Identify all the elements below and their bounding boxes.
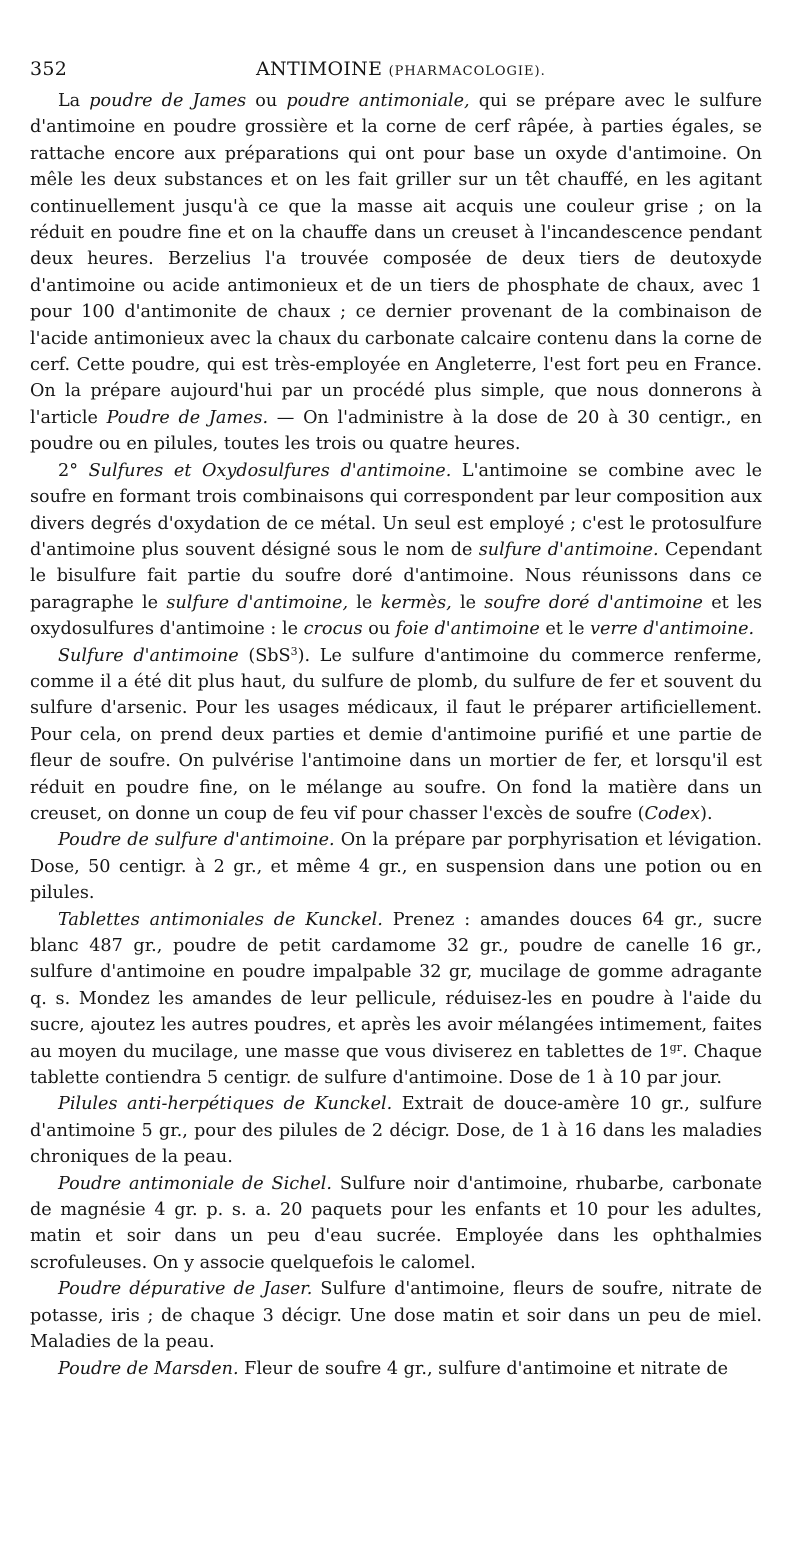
text-run: Extrait de douce-amère 10 gr., sulfure d'antimoine 5 gr., pour des pilules de 2 décigr. Dose, de 1 à 16 dans les maladies chroniques de la peau. <box>30 1094 763 1168</box>
italic-term: verre d'antimoine. <box>590 619 755 640</box>
italic-term: Tablettes antimoniales de Kunckel. <box>58 909 383 930</box>
paragraph-poudre-de-james <box>30 88 762 458</box>
italic-term: crocus <box>303 619 363 640</box>
text-run: ou <box>246 91 287 111</box>
italic-term: sulfure d'antimoine, <box>166 592 349 613</box>
paragraph-poudre-jaser <box>30 1276 762 1355</box>
running-title-main: ANTIMOINE <box>256 58 383 80</box>
italic-term: foie d'antimoine <box>395 619 540 640</box>
text-run: — On l'administre à la dose de 20 à 30 centigr., en poudre ou en pilules, toutes les trois ou quatre heures. <box>30 407 762 455</box>
text-run: Sulfure d'antimoine, fleurs de soufre, nitrate de potasse, iris ; de chaque 3 décigr. Une dose matin et soir dans un peu de miel. Maladies de la peau. <box>30 1279 762 1353</box>
italic-term: kermès, <box>380 592 452 613</box>
superscript: 3 <box>290 644 298 658</box>
italic-term: Poudre de James. <box>106 407 269 428</box>
text-run: ). Le sulfure d'antimoine du commerce renferme, comme il a été dit plus haut, du sulfure de plomb, du sulfure de fer et souvent du sulfure d'arsenic. Pour les usages médicaux, il faut le préparer artificiellement. Pour cela, on prend deux parties et demie d'antimoine purifié et une partie de fleur de soufre. On pulvérise l'antimoine dans un mortier de fer, et lorsqu'il est réduit en poudre fine, on le mélange au soufre. On fond la matière dans un creuset, on donne un coup de feu vif pour chasser l'excès de soufre ( <box>30 645 763 824</box>
text-run: le <box>451 592 485 613</box>
italic-term: Poudre de Marsden. <box>58 1358 239 1379</box>
text-run: et le <box>539 619 591 640</box>
body-text <box>30 88 762 1382</box>
text-run: ). <box>700 803 713 824</box>
italic-term: Poudre antimoniale de Sichel. <box>58 1173 333 1194</box>
paragraph-poudre-marsden <box>30 1356 762 1382</box>
text-run: ou <box>362 619 396 640</box>
running-head <box>30 58 762 88</box>
italic-term: soufre doré d'antimoine <box>484 592 703 613</box>
text-run: Cependant le bisulfure fait partie du soufre doré d'antimoine. Nous réunissons dans ce paragraphe le <box>30 539 763 613</box>
italic-term: poudre antimoniale, <box>286 91 470 111</box>
text-run: Sulfure noir d'antimoine, rhubarbe, carbonate de magnésie 4 gr. p. s. a. 20 paquets pour les enfants et 10 pour les adultes, matin et soir dans un peu d'eau sucrée. Employée dans les ophthalmies scrofuleuses. On y associe quelquefois le calomel. <box>30 1173 762 1273</box>
italic-term: Poudre dépurative de Jaser. <box>58 1279 313 1300</box>
paragraph-pilules-anti-herpetiques <box>30 1091 762 1170</box>
paragraph-tablettes-kunckel <box>30 907 762 1092</box>
paragraph-poudre-de-sulfure <box>30 827 762 906</box>
running-title-subtitle: (PHARMACOLOGIE). <box>388 64 546 79</box>
running-title <box>256 58 546 80</box>
paragraph-poudre-sichel <box>30 1171 762 1277</box>
text-run: Fleur de soufre 4 gr., sulfure d'antimoine et nitrate de <box>238 1358 729 1379</box>
italic-term: poudre de James <box>89 91 247 111</box>
text-run: et les oxydosulfures d'antimoine : le <box>30 592 762 640</box>
text-run: L'antimoine se combine avec le soufre en formant trois combinaisons qui correspondent par leur composition aux divers degrés d'oxydation de ce métal. Un seul est employé ; c'est le protosulfure d'antimoine plus souvent désigné sous le nom de <box>30 460 762 560</box>
italic-term: sulfure d'antimoine. <box>478 539 659 560</box>
page-number: 352 <box>30 58 68 80</box>
paragraph-sulfures-oxydosulfures <box>30 458 762 643</box>
paragraph-sulfure-d-antimoine <box>30 643 762 828</box>
italic-term: Sulfure d'antimoine <box>58 645 239 666</box>
text-run: 2° <box>58 460 89 481</box>
text-run: qui se prépare avec le sulfure d'antimoine en poudre grossière et la corne de cerf râpée, à parties égales, se rattache encore aux préparations qui ont pour base un oxyde d'antimoine. On mêle les deux substances et on les fait griller sur un têt chauffé, en les agitant continuellement jusqu'à ce que la masse ait acquis une couleur grise ; on la réduit en poudre fine et on la chauffe dans un creuset à l'incandescence pendant deux heures. Berzelius l'a trouvée composée de deux tiers de deutoxyde d'antimoine ou acide antimonieux et de un tiers de phosphate de chaux, avec 1 pour 100 d'antimonite de chaux ; ce dernier provenant de la combinaison de l'acide antimonieux avec la chaux du carbonate calcaire contenu dans la corne de cerf. Cette poudre, qui est très-employée en Angleterre, l'est fort peu en France. On la prépare aujourd'hui par un procédé plus simple, que nous donnerons à l'article <box>30 91 763 428</box>
text-run: (SbS <box>238 645 291 666</box>
italic-term: Codex <box>644 803 701 824</box>
text-run: le <box>348 592 381 613</box>
text-run: . Chaque tablette contiendra 5 centigr. de sulfure d'antimoine. Dose de 1 à 10 par jour. <box>30 1041 762 1089</box>
text-run: On la prépare par porphyrisation et lévigation. Dose, 50 centigr. à 2 gr., et même 4 gr., en suspension dans une potion ou en pilules. <box>30 830 762 904</box>
text-run: Prenez : amandes douces 64 gr., sucre blanc 487 gr., poudre de petit cardamome 32 gr., poudre de canelle 16 gr., sulfure d'antimoine en poudre impalpable 32 gr, mucilage de gomme adragante q. s. Mondez les amandes de leur pellicule, réduisez-les en poudre à l'aide du sucre, ajoutez les autres poudres, et après les avoir mélangées intimement, faites au moyen du mucilage, une masse que vous diviserez en tablettes de 1 <box>30 909 762 1062</box>
text-run: La <box>58 91 90 111</box>
italic-term: Pilules anti-herpétiques de Kunckel. <box>58 1094 393 1115</box>
italic-term: Poudre de sulfure d'antimoine. <box>58 830 335 851</box>
superscript: gr <box>669 1040 682 1054</box>
italic-term: Sulfures et Oxydosulfures d'antimoine. <box>88 460 452 481</box>
